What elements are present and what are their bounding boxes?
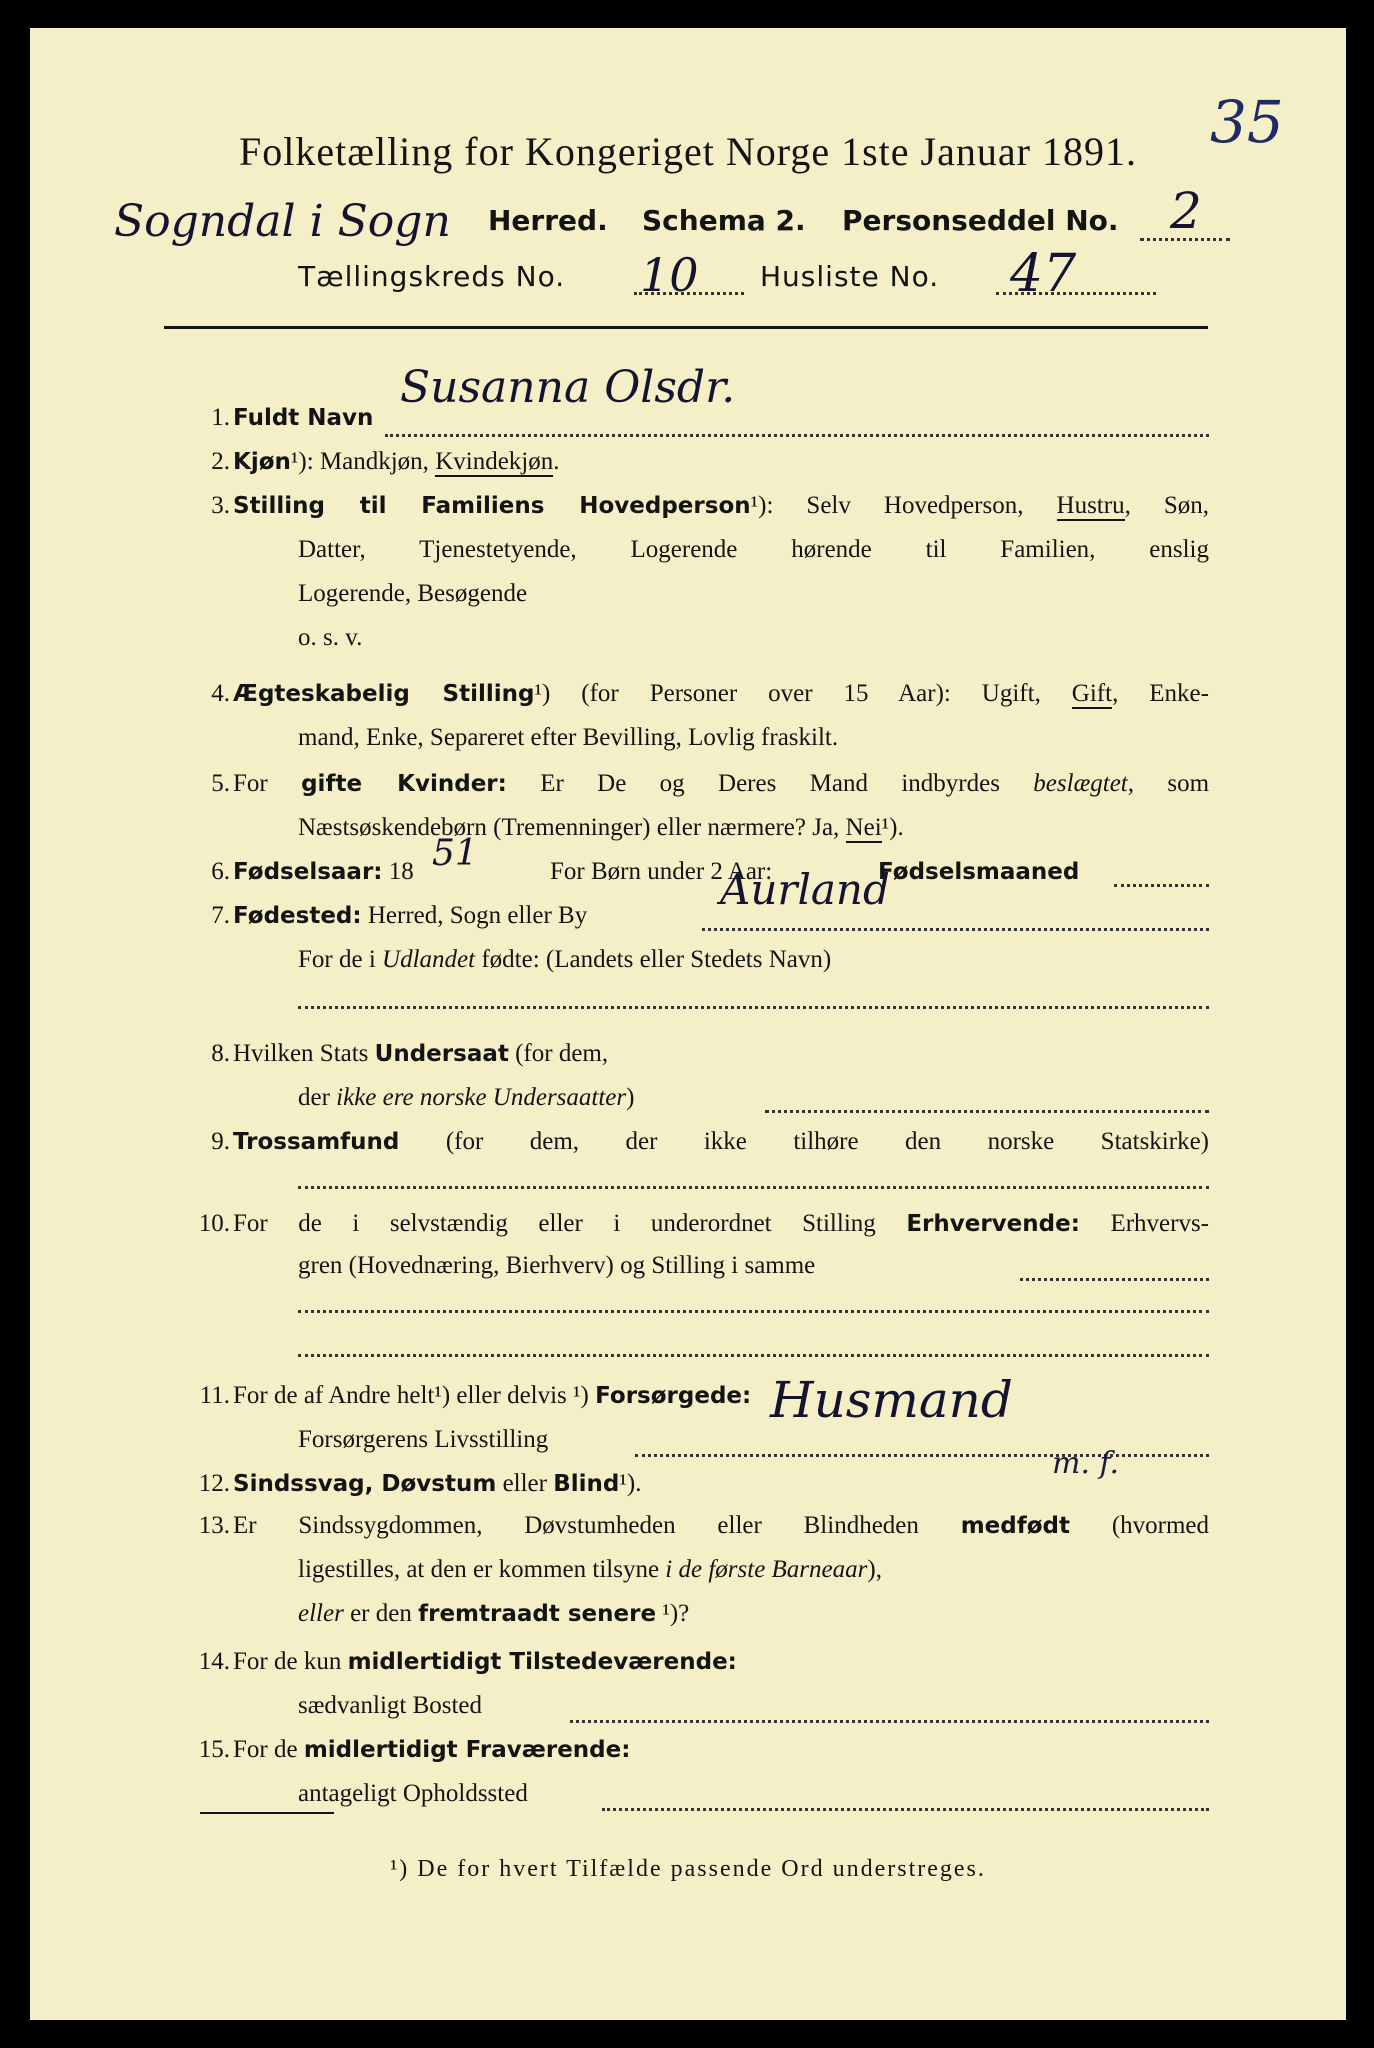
later-onset-label: fremtraadt senere [418, 1601, 657, 1627]
full-name-value: Susanna Olsdr. [400, 362, 736, 413]
item-number: 2. [211, 448, 230, 475]
item-number: 9. [211, 1128, 230, 1155]
kreds-label: Tællingskreds No. [298, 260, 566, 293]
provider-occupation-label: Forsørgerens Livsstilling [298, 1426, 549, 1453]
full-name-label: Fuldt Navn [233, 405, 374, 431]
foreign-birth-line [298, 1006, 1209, 1009]
item-number: 15. [198, 1736, 230, 1763]
schema-label: Schema 2. [642, 204, 806, 237]
item-number: 11. [199, 1382, 230, 1409]
married-women-label: gifte Kvinder: [301, 771, 507, 797]
gender-selected: Kvindekjøn [435, 448, 554, 475]
temporary-present-pre: For de kun [233, 1648, 342, 1675]
usual-residence-label: sædvanligt Bosted [298, 1692, 483, 1719]
congenital-line-3-end: ¹)? [662, 1600, 690, 1627]
item-number: 10. [198, 1210, 230, 1237]
kreds-line [634, 292, 744, 295]
married-women-line-2: Næstsøskendebørn (Tremenninger) eller nærmere? Ja, [298, 814, 840, 841]
herred-name: Sogndal i Sogn [114, 196, 451, 247]
herred-label: Herred. [488, 204, 608, 237]
family-position-options: ¹): Selv Hovedperson, [750, 492, 1024, 519]
citizenship-line-2-end: ) [626, 1084, 635, 1111]
citizenship-line-2-pre: der [298, 1084, 330, 1111]
birth-year-prefix: 18 [388, 858, 414, 885]
birth-month-question: For Børn under 2 Aar: [550, 858, 773, 885]
married-women-selected: Nei [845, 814, 882, 841]
religion-question: (for dem, der ikke tilhøre den norske Statskirke) [445, 1128, 1209, 1155]
husliste-label: Husliste No. [760, 260, 940, 293]
family-position-selected: Hustru [1056, 492, 1125, 519]
supported-pre: For de af Andre helt [233, 1382, 435, 1409]
birth-month-label: Fødselsmaaned [878, 859, 1080, 885]
kreds-number: 10 [640, 248, 699, 302]
congenital-line-2-end: ), [867, 1556, 882, 1583]
item-number: 6. [211, 858, 230, 885]
citizenship-label: Undersaat [374, 1041, 509, 1067]
family-position-options-end: , Søn, [1124, 492, 1210, 519]
congenital-line-3-italic: eller [298, 1600, 344, 1627]
item-number: 8. [211, 1040, 230, 1067]
congenital-line-3-pre: er den [350, 1600, 412, 1627]
marital-status-selected: Gift [1071, 680, 1113, 707]
personseddel-label: Personseddel No. [842, 204, 1119, 237]
congenital-line-2-pre: ligestilles, at den er kommen tilsyne [298, 1556, 660, 1583]
footnote-rule [200, 1812, 334, 1814]
citizenship-line [765, 1110, 1209, 1113]
census-form [30, 28, 1346, 2020]
congenital-pre: Er Sindssygdommen, Døvstumheden eller Blindheden [233, 1512, 919, 1539]
personseddel-number: 2 [1170, 182, 1202, 240]
foreign-birth-italic: Udlandet [382, 946, 476, 973]
temporary-present-label: midlertidigt Tilstedeværende: [347, 1649, 737, 1675]
birthplace-line [702, 928, 1209, 931]
foreign-birth-question: fødte: (Landets eller Stedets Navn) [481, 946, 832, 973]
occupation-line-a [1020, 1278, 1209, 1281]
item-number: 7. [211, 902, 230, 929]
birth-year-value: 51 [432, 833, 478, 874]
occupation-pre: For de i selvstændig eller i underordnet Stilling [233, 1210, 876, 1237]
blind-label: Blind [553, 1471, 620, 1497]
item-number: 1. [211, 404, 230, 431]
citizenship-italic: ikke ere norske Undersaatter [336, 1084, 627, 1111]
disability-label: Sindssvag, Døvstum [233, 1471, 497, 1497]
marital-status-options-end: , Enke- [1112, 680, 1209, 707]
disability-end: ¹). [619, 1470, 642, 1497]
full-name-line [385, 434, 1209, 437]
item-number: 3. [211, 492, 230, 519]
occupation-post: Erhvervs- [1110, 1210, 1210, 1237]
item-number: 4. [211, 680, 230, 707]
family-position-line-3: Logerende, Besøgende [298, 580, 528, 607]
occupation-line-c [298, 1354, 1209, 1357]
item-number: 12. [198, 1470, 230, 1497]
married-women-question: Er De og Deres Mand indbyrdes [540, 770, 1000, 797]
temporary-absent-pre: For de [233, 1736, 298, 1763]
item-number: 14. [198, 1648, 230, 1675]
husliste-line [996, 292, 1156, 295]
foreign-birth-pre: For de i [298, 946, 376, 973]
occupation-line-b [298, 1310, 1209, 1313]
probable-residence-line [602, 1808, 1209, 1811]
gender-options: ¹): Mandkjøn, [290, 448, 429, 475]
married-women-line-2-end: ¹). [881, 814, 904, 841]
temporary-absent-label: midlertidigt Fraværende: [303, 1737, 631, 1763]
probable-residence-label: antageligt Opholdssted [298, 1780, 528, 1807]
provider-occupation-line [635, 1454, 1209, 1457]
disability-or: eller [502, 1470, 547, 1497]
family-position-label: Stilling til Familiens Hovedperson [233, 493, 751, 519]
congenital-italic: i de første Barneaar [665, 1556, 868, 1583]
supported-note: ¹) [573, 1382, 589, 1409]
married-women-italic: beslægtet, [1033, 770, 1134, 797]
marital-status-label: Ægteskabelig Stilling [233, 681, 535, 707]
citizenship-pre: Hvilken Stats [233, 1040, 369, 1067]
birth-line [1114, 884, 1209, 887]
family-position-line-2: Datter, Tjenestetyende, Logerende hørende til Familien, enslig [298, 536, 1209, 563]
birth-year-label: Fødselsaar: [233, 859, 383, 885]
citizenship-post: (for dem, [515, 1040, 609, 1067]
married-women-end: som [1167, 770, 1210, 797]
item-number: 5. [211, 770, 230, 797]
disability-note: m. f. [1052, 1446, 1120, 1481]
religion-label: Trossamfund [233, 1129, 400, 1155]
husliste-number: 47 [1010, 244, 1077, 304]
form-title: Folketælling for Kongeriget Norge 1ste Januar 1891. [239, 129, 1137, 174]
supported-mid: ¹) eller delvis [434, 1382, 567, 1409]
marital-status-options: ¹) (for Personer over 15 Aar): Ugift, [534, 680, 1041, 707]
gender-label: Kjøn [233, 449, 291, 475]
footnote: ¹) De for hvert Tilfælde passende Ord understreges. [390, 1856, 986, 1882]
occupation-line-2: gren (Hovednæring, Bierhverv) og Stilling i samme [298, 1252, 816, 1279]
congenital-label: medfødt [960, 1513, 1070, 1539]
supported-label: Forsørgede: [595, 1383, 752, 1409]
birthplace-question: Herred, Sogn eller By [367, 902, 588, 929]
usual-residence-line [570, 1720, 1209, 1723]
provider-occupation-value: Husmand [770, 1371, 1013, 1429]
birthplace-label: Fødested: [233, 903, 362, 929]
birthplace-value: Aurland [720, 865, 890, 914]
religion-line [298, 1186, 1209, 1189]
personseddel-line [1140, 238, 1230, 241]
occupation-label: Erhvervende: [906, 1211, 1080, 1237]
family-position-line-4: o. s. v. [298, 624, 363, 651]
congenital-post: (hvormed [1111, 1512, 1210, 1539]
header-rule [164, 326, 1208, 329]
married-women-pre: For [233, 770, 268, 797]
item-number: 13. [198, 1512, 230, 1539]
page-number: 35 [1210, 88, 1284, 156]
gender-end: . [553, 448, 560, 475]
marital-status-line-2: mand, Enke, Separeret efter Bevilling, Lovlig fraskilt. [298, 724, 839, 751]
